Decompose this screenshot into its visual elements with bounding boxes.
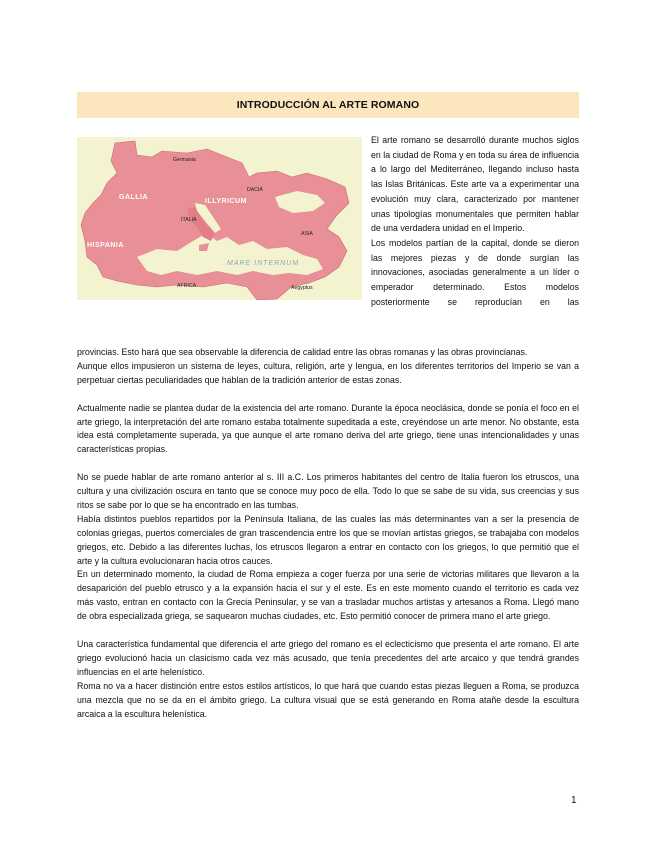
map-label-dacia: DACIA [247, 187, 263, 193]
body-text [77, 346, 579, 721]
body-paragraph: Roma no va a hacer distinción entre estos estilos artísticos, lo que hará que cuando estas piezas lleguen a Roma, se produzca una mezcla que no se da en el ámbito griego. La cultura visual que se está generando en Roma atañe desde la escultura arcaica a la escultura helenística. [77, 680, 579, 719]
map-graphic [77, 137, 362, 300]
body-paragraph: Aunque ellos impusieron un sistema de leyes, cultura, religión, arte y lengua, en los diferentes territorios del Imperio se van a perpetuar ciertas peculiaridades que hablan de la tradición anterior de estas zonas. [77, 360, 579, 385]
body-paragraph: Actualmente nadie se plantea dudar de la existencia del arte romano. Durante la época neoclásica, donde se ponía el foco en el arte griego, la interpretación del arte romano estaba totalmente supeditada a este, creyéndose un arte menor. No obstante, esta idea está completamente superada, ya que aunque el arte romano deriva del arte griego, tiene unas intencionalidades y unas características propias. [77, 402, 579, 455]
roman-empire-map [77, 137, 362, 300]
side-paragraph: El arte romano se desarrolló durante muchos siglos en la ciudad de Roma y en toda su área de influencia a lo largo del Mediterráneo, llegando incluso hasta las Islas Británicas. Este arte va a experimentar una evolución muy clara, caracterizado por mantener unas tipologías monumentales que permiten hablar de una verdadera unidad en el Imperio. [371, 135, 579, 234]
map-label-germania: Germania [173, 157, 196, 163]
map-label-asia: ASIA [301, 231, 313, 237]
map-label-aegyptus: Aegyptus [291, 285, 313, 291]
page-number: 1 [571, 795, 577, 806]
body-paragraph: Una característica fundamental que diferencia el arte griego del romano es el eclecticismo que presenta el arte romano. El arte griego evolucionó hacia un clasicismo cada vez más acusado, que tenía precedentes del arte arcaico y que tendrá grandes influencias en el arte helenístico. [77, 638, 579, 677]
intro-side-text [371, 133, 579, 309]
map-label-sea: MARE INTERNUM [227, 260, 300, 267]
body-paragraph: En un determinado momento, la ciudad de Roma empieza a coger fuerza por una serie de victorias militares que llevaron a la desaparición del pueblo etrusco y a la expansión hacia el sur y el este. Es en este momento cuando el territorio es cada vez más vasto, entran en contacto con la Grecia Peninsular, y se van a trasladar muchos artistas y artesanos a Roma. Llegó mano de obra especializada griega, se saquearon muchas ciudades, etc. Esto permitió conocer de primera mano el arte griego. [77, 569, 579, 622]
title-bar [77, 92, 579, 118]
map-label-africa: AFRICA [177, 283, 197, 289]
body-paragraph: provincias. Esto hará que sea observable la diferencia de calidad entre las obras romanas y las obras provincianas. [77, 347, 528, 357]
body-paragraph: Había distintos pueblos repartidos por la Península Italiana, de las cuales las más determinantes van a ser la presencia de colonias griegas, puertos comerciales de gran trascendencia entre los que se movían artistas griegos, se trabajaba con modelos griegos, etc. Debido a las diferentes luchas, los etruscos llegaron a entrar en contacto con los griegos, lo que permitió que el arte y la cultura evolucionaran hacia otros cauces. [77, 513, 579, 566]
map-label-illyricum: ILLYRICUM [205, 198, 247, 205]
body-paragraph: No se puede hablar de arte romano anterior al s. III a.C. Los primeros habitantes del centro de Italia fueron los etruscos, una cultura y una civilización oscura en tanto que se conoce muy poco de ella. Todo lo que se sabe de su vida, sus creencias y sus ritos se sabe por lo que se ha encontrado en las tumbas. [77, 472, 579, 510]
map-label-hispania: HISPANIA [87, 242, 124, 249]
map-label-gallia: GALLIA [119, 194, 149, 201]
side-paragraph: Los modelos partían de la capital, donde se dieron las mejores piezas y de donde surgían las innovaciones, asociadas generalmente a un líder o emperador determinado. Estos modelos posteriormente se reproducían en las [371, 237, 579, 307]
page-title: INTRODUCCIÓN AL ARTE ROMANO [236, 99, 420, 111]
map-label-italia: ITALIA [181, 217, 197, 223]
